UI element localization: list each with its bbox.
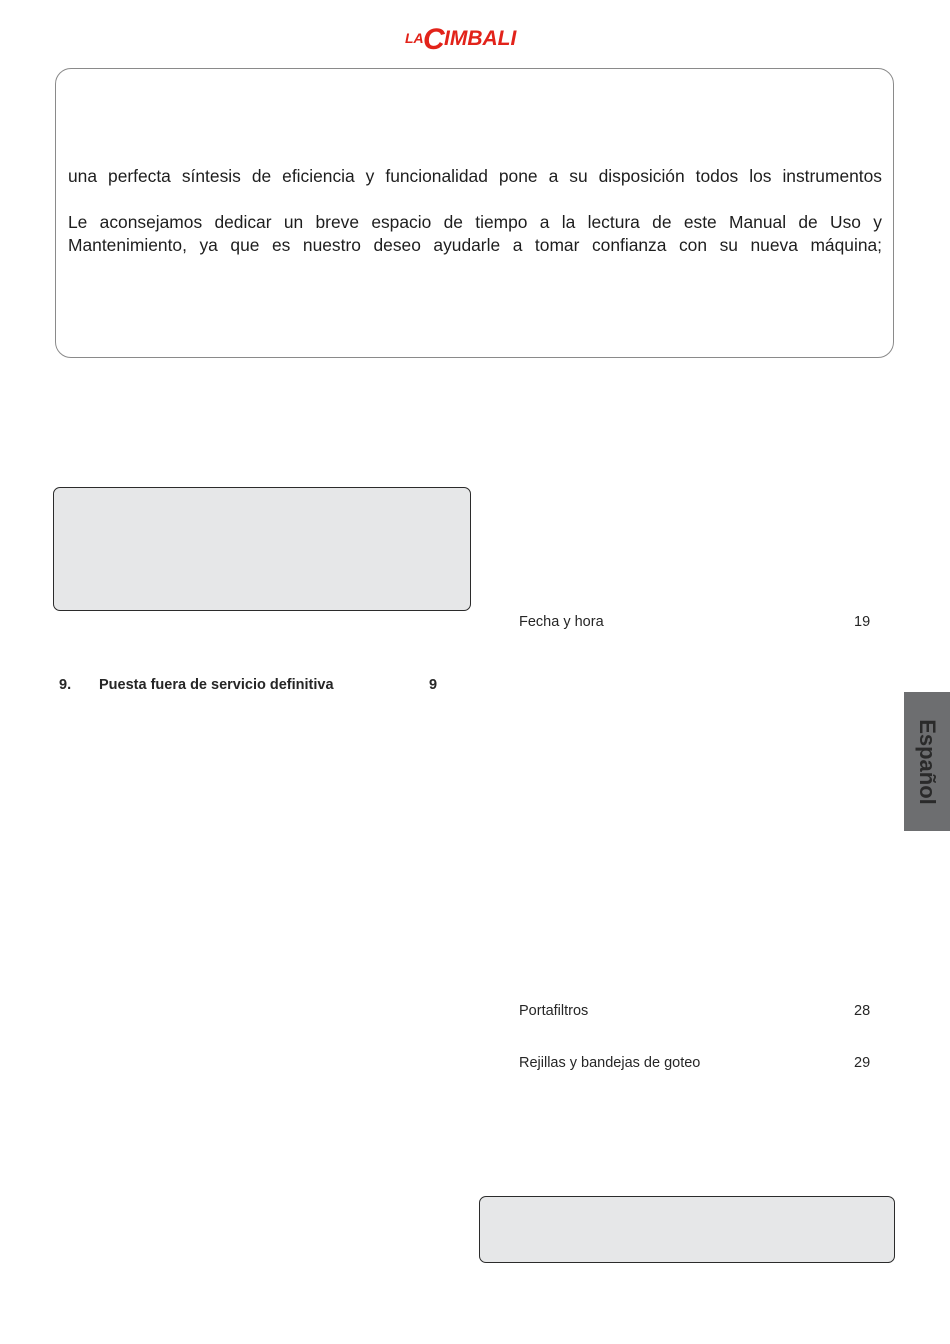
svg-text:C: C <box>423 23 445 54</box>
toc-entry-fecha-y-hora[interactable] <box>519 614 871 630</box>
toc-entry-title: Puesta fuera de servicio definitiva <box>99 677 334 693</box>
intro-paragraph-2 <box>68 211 882 257</box>
toc-entry-page: 9 <box>429 677 438 693</box>
toc-header-box-right <box>479 1196 895 1263</box>
lacimbali-logo-mark <box>405 22 547 54</box>
toc-entry-number: 9. <box>59 677 72 693</box>
toc-header-box-left <box>53 487 471 611</box>
language-tab[interactable] <box>904 692 950 831</box>
svg-text:LA: LA <box>405 30 424 46</box>
intro-paragraph-1: una perfecta síntesis de eficiencia y funcionalidad pone a su disposición todos los instrumentos <box>68 166 882 186</box>
toc-entry-rejillas-y-bandejas[interactable] <box>519 1055 871 1071</box>
language-tab-label: Español <box>915 718 940 805</box>
toc-entry-title: Rejillas y bandejas de goteo <box>519 1055 701 1071</box>
lacimbali-logo <box>405 22 547 54</box>
intro-paragraph-2-line-1: Le aconsejamos dedicar un breve espacio de tiempo a la lectura de este Manual de Uso y <box>68 212 882 232</box>
toc-entry-portafiltros[interactable] <box>519 1003 871 1019</box>
toc-entry-title: Fecha y hora <box>519 614 604 630</box>
toc-entry-page: 28 <box>854 1003 871 1019</box>
intro-paragraph-2-line-2: Mantenimiento, ya que es nuestro deseo ayudarle a tomar confianza con su nueva máquina; <box>68 235 882 255</box>
toc-entry-page: 19 <box>854 614 871 630</box>
toc-entry-title: Portafiltros <box>519 1003 589 1019</box>
svg-text:IMBALI: IMBALI <box>444 27 517 50</box>
toc-entry-page: 29 <box>854 1055 871 1071</box>
